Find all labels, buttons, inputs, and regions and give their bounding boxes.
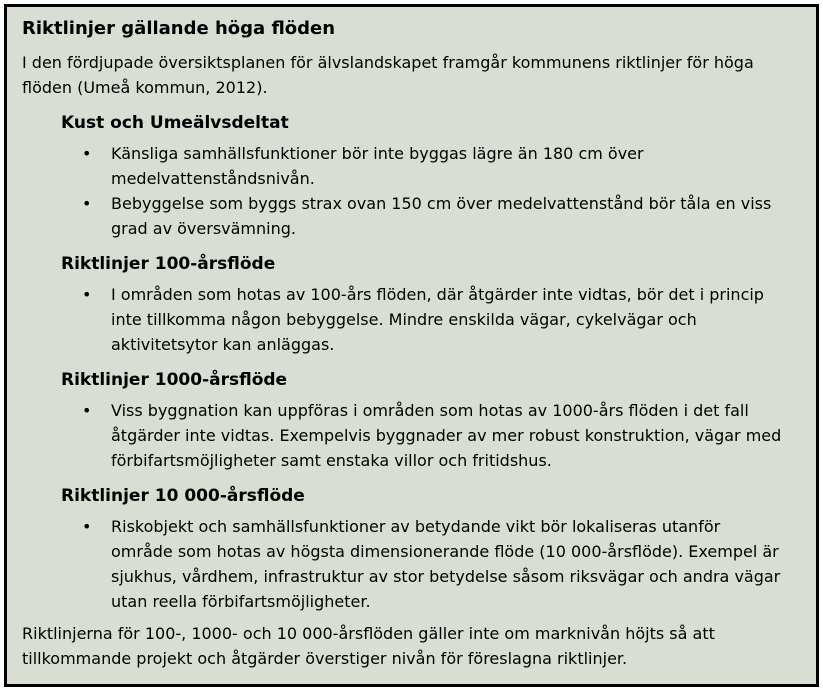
bullet-list-100: [22, 282, 796, 357]
bullet-list-1000: [22, 398, 796, 473]
box-content: [7, 7, 816, 679]
bullet-list-10000: [22, 514, 796, 614]
section-10000-arsflode: [22, 484, 796, 614]
section-heading-100: Riktlinjer 100-årsflöde: [61, 254, 276, 274]
bullet-item: • I områden som hotas av 100-års flöden, där åtgärder inte vidtas, bör det i princip inte tillkomma någon bebyggelse. Mindre enskilda vägar, cykelvägar och aktivitetsytor kan anläggas.: [22, 282, 796, 357]
section-1000-arsflode: [22, 368, 796, 473]
box-title: Riktlinjer gällande höga flöden: [22, 18, 336, 39]
bullet-item: • Riskobjekt och samhällsfunktioner av betydande vikt bör lokaliseras utanför område som hotas av högsta dimensionerande flöde (10 000-årsflöde). Exempel är sjukhus, vårdhem, infrastruktur av stor betydelse såsom riksvägar och andra vägar utan reella förbifartsmöjligheter.: [22, 514, 796, 614]
section-kust-och-umealvsdeltat: [22, 111, 796, 241]
section-heading-kust: Kust och Umeälvsdeltat: [61, 113, 289, 133]
bullet-list-kust: [22, 141, 796, 241]
intro-paragraph: I den fördjupade översiktsplanen för älvslandskapet framgår kommunens riktlinjer för höga flöden (Umeå kommun, 2012).: [22, 53, 754, 97]
section-heading-10000: Riktlinjer 10 000-årsflöde: [61, 486, 305, 506]
section-heading-1000: Riktlinjer 1000-årsflöde: [61, 370, 288, 390]
bullet-item: • Viss byggnation kan uppföras i områden som hotas av 1000-års flöden i det fall åtgärder inte vidtas. Exempelvis byggnader av mer robust konstruktion, vägar med förbifartsmöjligheter samt enstaka villor och fritidshus.: [22, 398, 796, 473]
footer-paragraph: Riktlinjerna för 100-, 1000- och 10 000-årsflöden gäller inte om marknivån höjts så att tillkommande projekt och åtgärder överstiger nivån för föreslagna riktlinjer.: [22, 624, 715, 668]
bullet-item: • Bebyggelse som byggs strax ovan 150 cm över medelvattenstånd bör tåla en viss grad av översvämning.: [22, 191, 796, 241]
bullet-item: • Känsliga samhällsfunktioner bör inte byggas lägre än 180 cm över medelvattenståndsnivån.: [22, 141, 796, 191]
section-100-arsflode: [22, 252, 796, 357]
flood-guidelines-box: [4, 4, 819, 687]
